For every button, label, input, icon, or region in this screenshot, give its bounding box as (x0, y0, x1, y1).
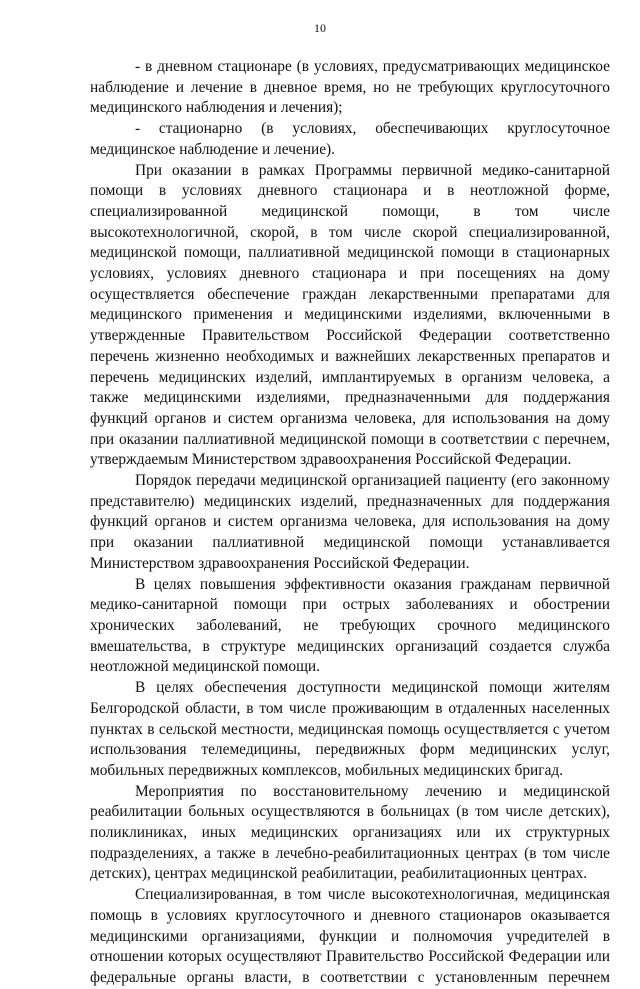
document-body (90, 57, 610, 989)
list-item-inpatient: - стационарно (в условиях, обеспечивающих круглосуточное медицинское наблюдение и лечение). (90, 120, 610, 158)
page-number: 10 (314, 21, 326, 35)
paragraph-device-transfer: Порядок передачи медицинской организацией пациенту (его законному представителю) медицинских изделий, предназначенных для поддержания функций органов и систем организма человека, для использования на дому при оказании паллиативной медицинской помощи устанавливается Министерством здравоохранения Российской Федерации. (90, 472, 610, 572)
paragraph-accessibility: В целях обеспечения доступности медицинской помощи жителям Белгородской области, в том числе проживающим в отдаленных населенных пунктах в сельской местности, медицинская помощь осуществляется с учетом использования телемедицины, передвижных форм медицинских услуг, мобильных передвижных комплексов, мобильных медицинских бригад. (90, 679, 610, 779)
paragraph-specialized-care: Специализированная, в том числе высокотехнологичная, медицинская помощь в условиях круглосуточного и дневного стационаров оказывается медицинскими организациями, функции и полномочия учредителей в отношении которых осуществляют Правительство Российской Федерации или федеральные органы власти, в соответствии с установленным перечнем (90, 886, 610, 986)
paragraph-rehabilitation: Мероприятия по восстановительному лечению и медицинской реабилитации больных осуществляются в больницах (в том числе детских), поликлиниках, иных медицинских организациях или их структурных подразделениях, а также в лечебно-реабилитационных центрах (в том числе детских), центрах медицинской реабилитации, реабилитационных центрах. (90, 782, 610, 883)
list-item-day-hospital: - в дневном стационаре (в условиях, предусматривающих медицинское наблюдение и лечение в дневное время, но не требующих круглосуточного медицинского наблюдения и лечения); (90, 58, 610, 117)
paragraph-drug-provision: При оказании в рамках Программы первичной медико-санитарной помощи в условиях дневного стационара и в неотложной форме, специализированной медицинской помощи, в том числе высокотехнологичной, скорой, в том числе скорой специализированной, медицинской помощи, паллиативной медицинской помощи в стационарных условиях, условиях дневного стационара и при посещениях на дому осуществляется обеспечение граждан лекарственными препаратами для медицинского применения и медицинскими изделиями, включенными в утвержденные Правительством Российской Федерации соответственно перечень жизненно необходимых и важнейших лекарственных препаратов и перечень медицинских изделий, имплантируемых в организм человека, а также медицинскими изделиями, предназначенными для поддержания функций органов и систем организма человека, для использования на дому при оказании паллиативной медицинской помощи в соответствии с перечнем, утверждаемым Министерством здравоохранения Российской Федерации. (90, 161, 610, 469)
paragraph-urgent-care: В целях повышения эффективности оказания гражданам первичной медико-санитарной помощи при острых заболеваниях и обострении хронических заболеваний, не требующих срочного медицинского вмешательства, в структуре медицинских организаций создается служба неотложной медицинской помощи. (90, 575, 610, 676)
